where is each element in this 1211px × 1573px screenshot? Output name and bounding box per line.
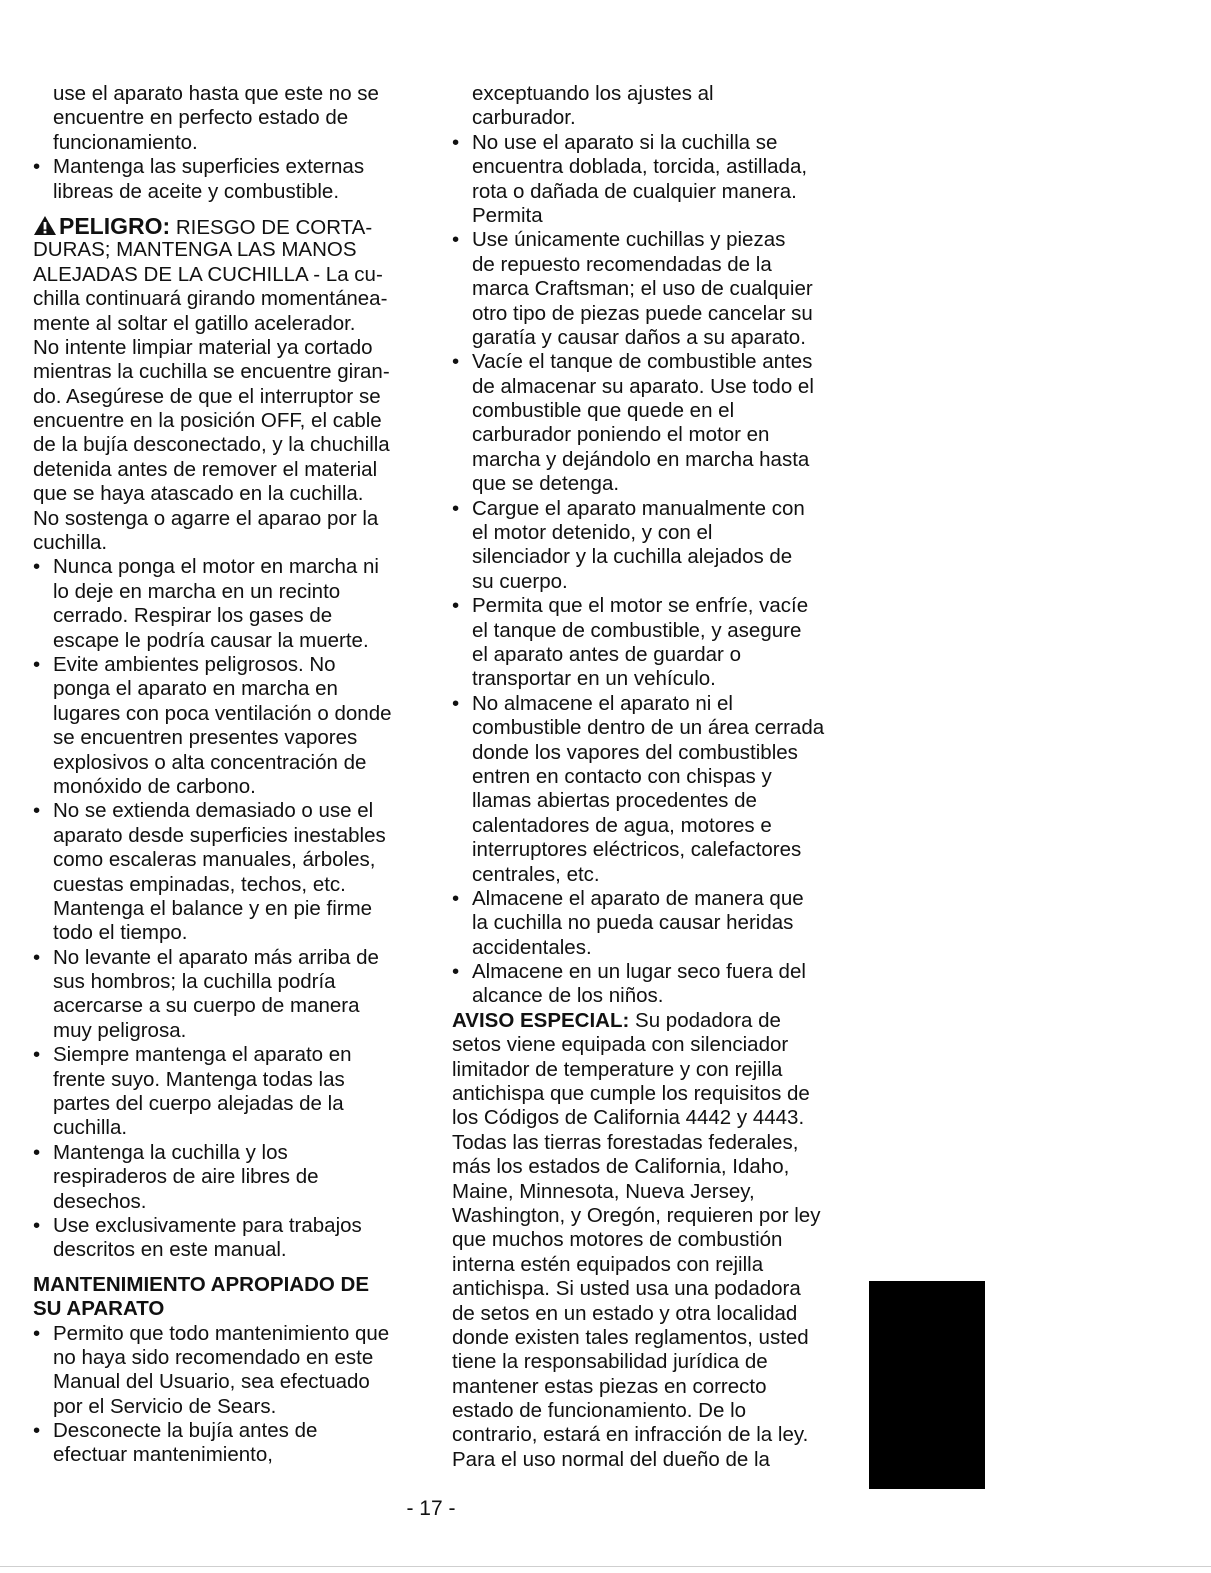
bullet-line: Mantenga el balance y en pie firme [53, 896, 373, 920]
bullet-item [452, 350, 852, 496]
bullet-line: el tanque de combustible, y asegure [472, 618, 802, 642]
bullet-item [33, 799, 433, 945]
bullet-line: alcance de los niños. [472, 984, 664, 1008]
bullet-line: libreas de aceite y combustible. [53, 179, 340, 203]
bullet-item [33, 1043, 433, 1141]
bullet-line: otro tipo de piezas puede cancelar su [472, 301, 813, 325]
aviso-line: mantener estas piezas en correcto [452, 1374, 767, 1398]
aviso-label: AVISO ESPECIAL: [452, 1008, 630, 1032]
bullet-line: transportar en un vehículo. [472, 667, 716, 691]
bullet-line: cerrado. Respirar los gases de [53, 604, 333, 628]
aviso-line: donde existen tales reglamentos, usted [452, 1325, 809, 1349]
bullet-line: • Vacíe el tanque de combustible antes [452, 350, 852, 374]
bullet-item [452, 960, 852, 1009]
bullet-line: marca Craftsman; el uso de cualquier [472, 277, 813, 301]
aviso-line: más los estados de California, Idaho, [452, 1155, 790, 1179]
bullet-line: • No levante el aparato más arriba de [33, 946, 433, 970]
section-tab-marker [869, 1281, 985, 1489]
danger-line: mientras la cuchilla se encuentre giran- [33, 360, 390, 384]
aviso-line: estado de funcionamiento. De lo [452, 1399, 747, 1423]
bullet-line: • Use exclusivamente para trabajos [33, 1214, 433, 1238]
bullet-line: carburador poniendo el motor en [472, 423, 770, 447]
danger-line: DURAS; MANTENGA LAS MANOS [33, 238, 357, 262]
aviso-line: antichispa. Si usted usa una podadora [452, 1277, 801, 1301]
aviso-line: los Códigos de California 4442 y 4443. [452, 1106, 805, 1130]
bullet-line: respiraderos de aire libres de [53, 1165, 319, 1189]
bullet-line: por el Servicio de Sears. [53, 1394, 277, 1418]
bullet-item [33, 1322, 433, 1420]
bullet-line: acercarse a su cuerpo de manera [53, 994, 360, 1018]
bullet-line: interruptores eléctricos, calefactores [472, 838, 802, 862]
bullet-line: escape le podría causar la muerte. [53, 628, 369, 652]
bullet-item [452, 594, 852, 692]
danger-line: de la bujía desconectado, y la chuchilla [33, 433, 390, 457]
bullet-item [33, 1214, 433, 1263]
bullet-line: explosivos o alta concentración de [53, 750, 367, 774]
aviso-first-line [452, 1009, 852, 1033]
bullet-item [33, 155, 433, 204]
bullet-line: su cuerpo. [472, 569, 568, 593]
aviso-line: que muchos motores de combustión [452, 1228, 783, 1252]
continuation-line: carburador. [472, 106, 576, 130]
aviso-line: Para el uso normal del dueño de la [452, 1447, 770, 1471]
bullet-line: como escaleras manuales, árboles, [53, 848, 376, 872]
bullet-line: • No se extienda demasiado o use el [33, 799, 433, 823]
aviso-line: Washington, y Oregón, requieren por ley [452, 1203, 821, 1227]
danger-line: do. Asegúrese de que el interruptor se [33, 384, 381, 408]
aviso-line: tiene la responsabilidad jurídica de [452, 1350, 768, 1374]
bullet-line: efectuar mantenimiento, [53, 1443, 273, 1467]
aviso-line: de setos en un estado y otra localidad [452, 1301, 798, 1325]
bullet-line: accidentales. [472, 935, 592, 959]
danger-line: ALEJADAS DE LA CUCHILLA - La cu- [33, 262, 383, 286]
bullet-line: combustible que quede en el [472, 399, 735, 423]
bullet-line: que se detenga. [472, 472, 620, 496]
bullet-line: • Desconecte la bujía antes de [33, 1419, 433, 1443]
bullet-line: • Permito que todo mantenimiento que [33, 1322, 433, 1346]
left-column [33, 82, 433, 1468]
bullet-line: ponga el aparato en marcha en [53, 677, 338, 701]
danger-body [33, 238, 433, 555]
bottom-edge-rule [0, 1566, 1211, 1567]
bullet-line: el motor detenido, y con el [472, 521, 713, 545]
bullet-line: el aparato antes de guardar o [472, 642, 741, 666]
bullet-line: • Almacene en un lugar seco fuera del [452, 960, 852, 984]
bullet-line: monóxido de carbono. [53, 774, 256, 798]
special-notice [452, 1009, 852, 1472]
bullet-item [33, 653, 433, 799]
bullet-item [33, 1419, 433, 1468]
bullet-line: sus hombros; la cuchilla podría [53, 970, 336, 994]
danger-title-line [33, 214, 433, 238]
bullet-line: • No almacene el aparato ni el [452, 692, 852, 716]
bullet-line: marcha y dejándolo en marcha hasta [472, 447, 810, 471]
continuation-line: exceptuando los ajustes al [472, 82, 714, 105]
bullet-line: donde los vapores del combustibles [472, 740, 798, 764]
bullet-line: • Evite ambientes peligrosos. No [33, 653, 433, 677]
aviso-first-rest: Su podadora de [629, 1008, 781, 1032]
bullet-item [33, 555, 433, 653]
page-number: - 17 - [406, 1497, 456, 1520]
bullet-line: entren en contacto con chispas y [472, 764, 772, 788]
bullet-line: cuchilla. [53, 1116, 128, 1140]
aviso-line: Maine, Minnesota, Nueva Jersey, [452, 1179, 755, 1203]
storage-bullet-list [452, 131, 852, 1009]
bullet-item [452, 228, 852, 350]
danger-line: cuchilla. [33, 531, 108, 555]
bullet-list-surfaces [33, 155, 433, 204]
safety-bullet-list [33, 555, 433, 1262]
intro-paragraph [33, 82, 433, 155]
aviso-body [452, 1033, 852, 1472]
bullet-line: • Permita que el motor se enfríe, vacíe [452, 594, 852, 618]
aviso-line: interna estén equipados con rejilla [452, 1252, 764, 1276]
right-column [452, 82, 852, 1472]
danger-warning [33, 214, 433, 555]
intro-line: encuentre en perfecto estado de [53, 106, 349, 130]
danger-label: PELIGRO: [59, 212, 171, 239]
bullet-line: muy peligrosa. [53, 1018, 187, 1042]
bullet-line: combustible dentro de un área cerrada [472, 716, 825, 740]
bullet-line: frente suyo. Mantenga todas las [53, 1067, 345, 1091]
continuation-paragraph [452, 82, 852, 131]
bullet-line: calentadores de agua, motores e [472, 813, 772, 837]
bullet-line: todo el tiempo. [53, 921, 188, 945]
bullet-line: descritos en este manual. [53, 1238, 287, 1262]
intro-line: funcionamiento. [53, 130, 198, 154]
bullet-item [33, 1141, 433, 1214]
danger-line: que se haya atascado en la cuchilla. [33, 482, 364, 506]
bullet-line: no haya sido recomendado en este [53, 1345, 374, 1369]
bullet-item [33, 946, 433, 1044]
bullet-line: • Cargue el aparato manualmente con [452, 497, 852, 521]
bullet-line: garatía y causar daños a su aparato. [472, 325, 806, 349]
bullet-line: cuestas empinadas, techos, etc. [53, 872, 346, 896]
bullet-line: aparato desde superficies inestables [53, 823, 386, 847]
bullet-line: lo deje en marcha en un recinto [53, 579, 341, 603]
bullet-line: Manual del Usuario, sea efectuado [53, 1370, 370, 1394]
danger-line: No sostenga o agarre el aparao por la [33, 506, 379, 530]
danger-title-rest: RIESGO DE CORTA- [170, 215, 373, 239]
bullet-line: silenciador y la cuchilla alejados de [472, 545, 793, 569]
bullet-line: llamas abiertas procedentes de [472, 789, 757, 813]
bullet-line: se encuentren presentes vapores [53, 726, 358, 750]
danger-line: No intente limpiar material ya cortado [33, 335, 373, 359]
bullet-line: rota o dañada de cualquier manera. [472, 179, 797, 203]
bullet-line: de almacenar su aparato. Use todo el [472, 374, 814, 398]
aviso-line: contrario, estará en infracción de la ley. [452, 1423, 809, 1447]
bullet-line: centrales, etc. [472, 862, 600, 886]
danger-line: encuentre en la posición OFF, el cable [33, 409, 382, 433]
heading-line: MANTENIMIENTO APROPIADO DE [33, 1272, 369, 1296]
intro-line: use el aparato hasta que este no se [53, 82, 379, 105]
bullet-line: • Siempre mantenga el aparato en [33, 1043, 433, 1067]
bullet-line: lugares con poca ventilación o donde [53, 701, 392, 725]
bullet-item [452, 887, 852, 960]
aviso-line: setos viene equipada con silenciador [452, 1033, 789, 1057]
warning-triangle-icon [33, 215, 57, 236]
aviso-line: Todas las tierras forestadas federales, [452, 1130, 799, 1154]
maintenance-heading [33, 1273, 433, 1322]
bullet-item [452, 497, 852, 595]
bullet-line: • No use el aparato si la cuchilla se [452, 131, 852, 155]
danger-line: mente al soltar el gatillo acelerador. [33, 311, 356, 335]
bullet-line: encuentra doblada, torcida, astillada, [472, 155, 808, 179]
bullet-line: la cuchilla no pueda causar heridas [472, 911, 794, 935]
maintenance-bullet-list [33, 1322, 433, 1468]
aviso-line: limitador de temperature y con rejilla [452, 1057, 783, 1081]
aviso-line: antichispa que cumple los requisitos de [452, 1082, 810, 1106]
bullet-line: desechos. [53, 1189, 147, 1213]
bullet-item [452, 692, 852, 887]
bullet-line: • Use únicamente cuchillas y piezas [452, 228, 852, 252]
bullet-line: • Mantenga las superficies externas [33, 155, 433, 179]
heading-line: SU APARATO [33, 1297, 165, 1321]
bullet-line: de repuesto recomendadas de la [472, 252, 772, 276]
danger-line: chilla continuará girando momentánea- [33, 287, 388, 311]
bullet-line: Permita [472, 203, 543, 227]
bullet-item [452, 131, 852, 229]
bullet-line: • Mantenga la cuchilla y los [33, 1141, 433, 1165]
bullet-line: • Nunca ponga el motor en marcha ni [33, 555, 433, 579]
bullet-line: partes del cuerpo alejadas de la [53, 1092, 344, 1116]
bullet-line: • Almacene el aparato de manera que [452, 887, 852, 911]
danger-line: detenida antes de remover el material [33, 457, 378, 481]
